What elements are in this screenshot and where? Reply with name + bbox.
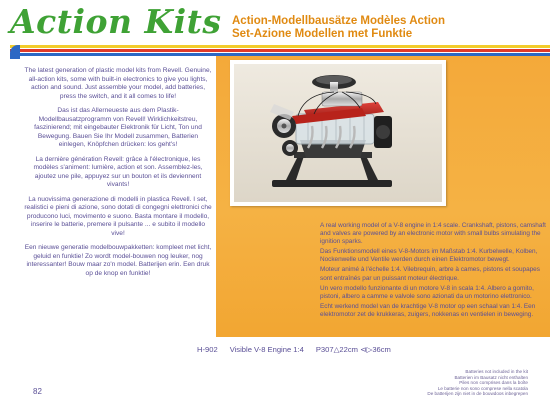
description-dutch: Echt werkend model van de krachtige V-8 motor op een schaal van 1:4. Een elektromotor zet de krukkeras, zuigers, nokkenas en ventielen in beweging. xyxy=(320,302,536,318)
product-code: H-902 xyxy=(197,345,218,354)
intro-french: La dernière génération Revell: grâce à l'électronique, les modèles s'animent: lumière, action et son. Assemblez-les, ajoutez une pile, appuyez sur un bouton et ils deviennent vivants! xyxy=(33,155,203,188)
product-name: Visible V-8 Engine 1:4 xyxy=(229,345,304,354)
intro-italian: La nuovissima generazione di modelli in plastica Revell. I set, realistici e pieni di azione, sono dotati di congegni elettronici che producono luci, movimento e suono. Basta montare il modello, inserire le batterie, premere il pulsante ... e subito il modello vive! xyxy=(24,195,212,237)
intro-english: The latest generation of plastic model kits from Revell. Genuine, all-action kits, some with built-in electronics to give you lights, action and sound. Just assemble your model, add batteries, press the switch, and it all comes to life! xyxy=(24,67,212,100)
product-photo xyxy=(230,60,446,206)
battery-note-italian: Le batterie non sono comprese nella scatola xyxy=(437,385,528,391)
battery-note-dutch: De batterijen zijn niet in de bouwdoos inbegrepen xyxy=(427,391,528,397)
product-panel xyxy=(216,56,550,337)
battery-note-german: Batterien im Bausatz nicht enthalten xyxy=(454,374,528,380)
stripe-corner xyxy=(10,45,20,59)
description-german: Das Funktionsmodell eines V-8-Motors im Maßstab 1:4. Kurbelwelle, Kolben, Nockenwelle und Ventile werden durch einen Elektromotor bewegt. xyxy=(320,248,538,264)
product-caption xyxy=(197,345,391,354)
intro-text xyxy=(24,67,212,284)
battery-note xyxy=(400,369,528,397)
red-stripe xyxy=(10,49,550,52)
header-subtitle xyxy=(232,15,445,41)
battery-note-english: Batteries not included in the kit xyxy=(465,369,528,374)
description-italian: Un vero modello funzionante di un motore V-8 in scala 1:4. Albero a gomito, pistoni, albero a camme e valvole sono azionati da un motorino elettronico. xyxy=(320,284,534,300)
brand-title: Action Kits xyxy=(10,2,222,41)
header-subtitle-line-1: Action-Modellbausätze Modèles Action xyxy=(232,15,445,27)
battery-note-french: Piles non comprises dans la boîte xyxy=(459,380,528,386)
intro-german: Das ist das Allerneueste aus dem Plastik-Modellbausatzprogramm von Revell! Wirklichkeitstreu, faszinierend; mit eingebauter Elektronik für Licht, Ton und Bewegung. Bauen Sie Ihr Modell zusammen, Batterien einlegen, Knöpfchen drücken: los geht's! xyxy=(34,107,202,148)
product-size: P307△22cm ⊲▷36cm xyxy=(315,345,391,354)
header-subtitle-line-2: Set-Azione Modellen met Funktie xyxy=(232,28,413,40)
product-description xyxy=(320,222,550,321)
intro-dutch: Een nieuwe generatie modelbouwpakketten: kompleet met licht, geluid en funktie! Zo wordt model-bouwen nog leuker, nog interessanter! Bouw maar zo'n model. Batterijen erin. Een druk op de knop en funktie! xyxy=(24,244,212,277)
description-french: Moteur animé à l'échelle 1:4. Vilebrequin, arbre à cames, pistons et soupapes sont entraînés par un puissant moteur électrique. xyxy=(320,266,540,282)
description-english: A real working model of a V-8 engine in 1:4 scale. Crankshaft, pistons, camshaft and valves are powered by an electronic motor with small bulbs simulating the ignition sparks. xyxy=(320,222,546,246)
yellow-stripe xyxy=(10,45,550,48)
page-number: 82 xyxy=(33,387,42,396)
v8-engine-illustration xyxy=(234,64,442,202)
